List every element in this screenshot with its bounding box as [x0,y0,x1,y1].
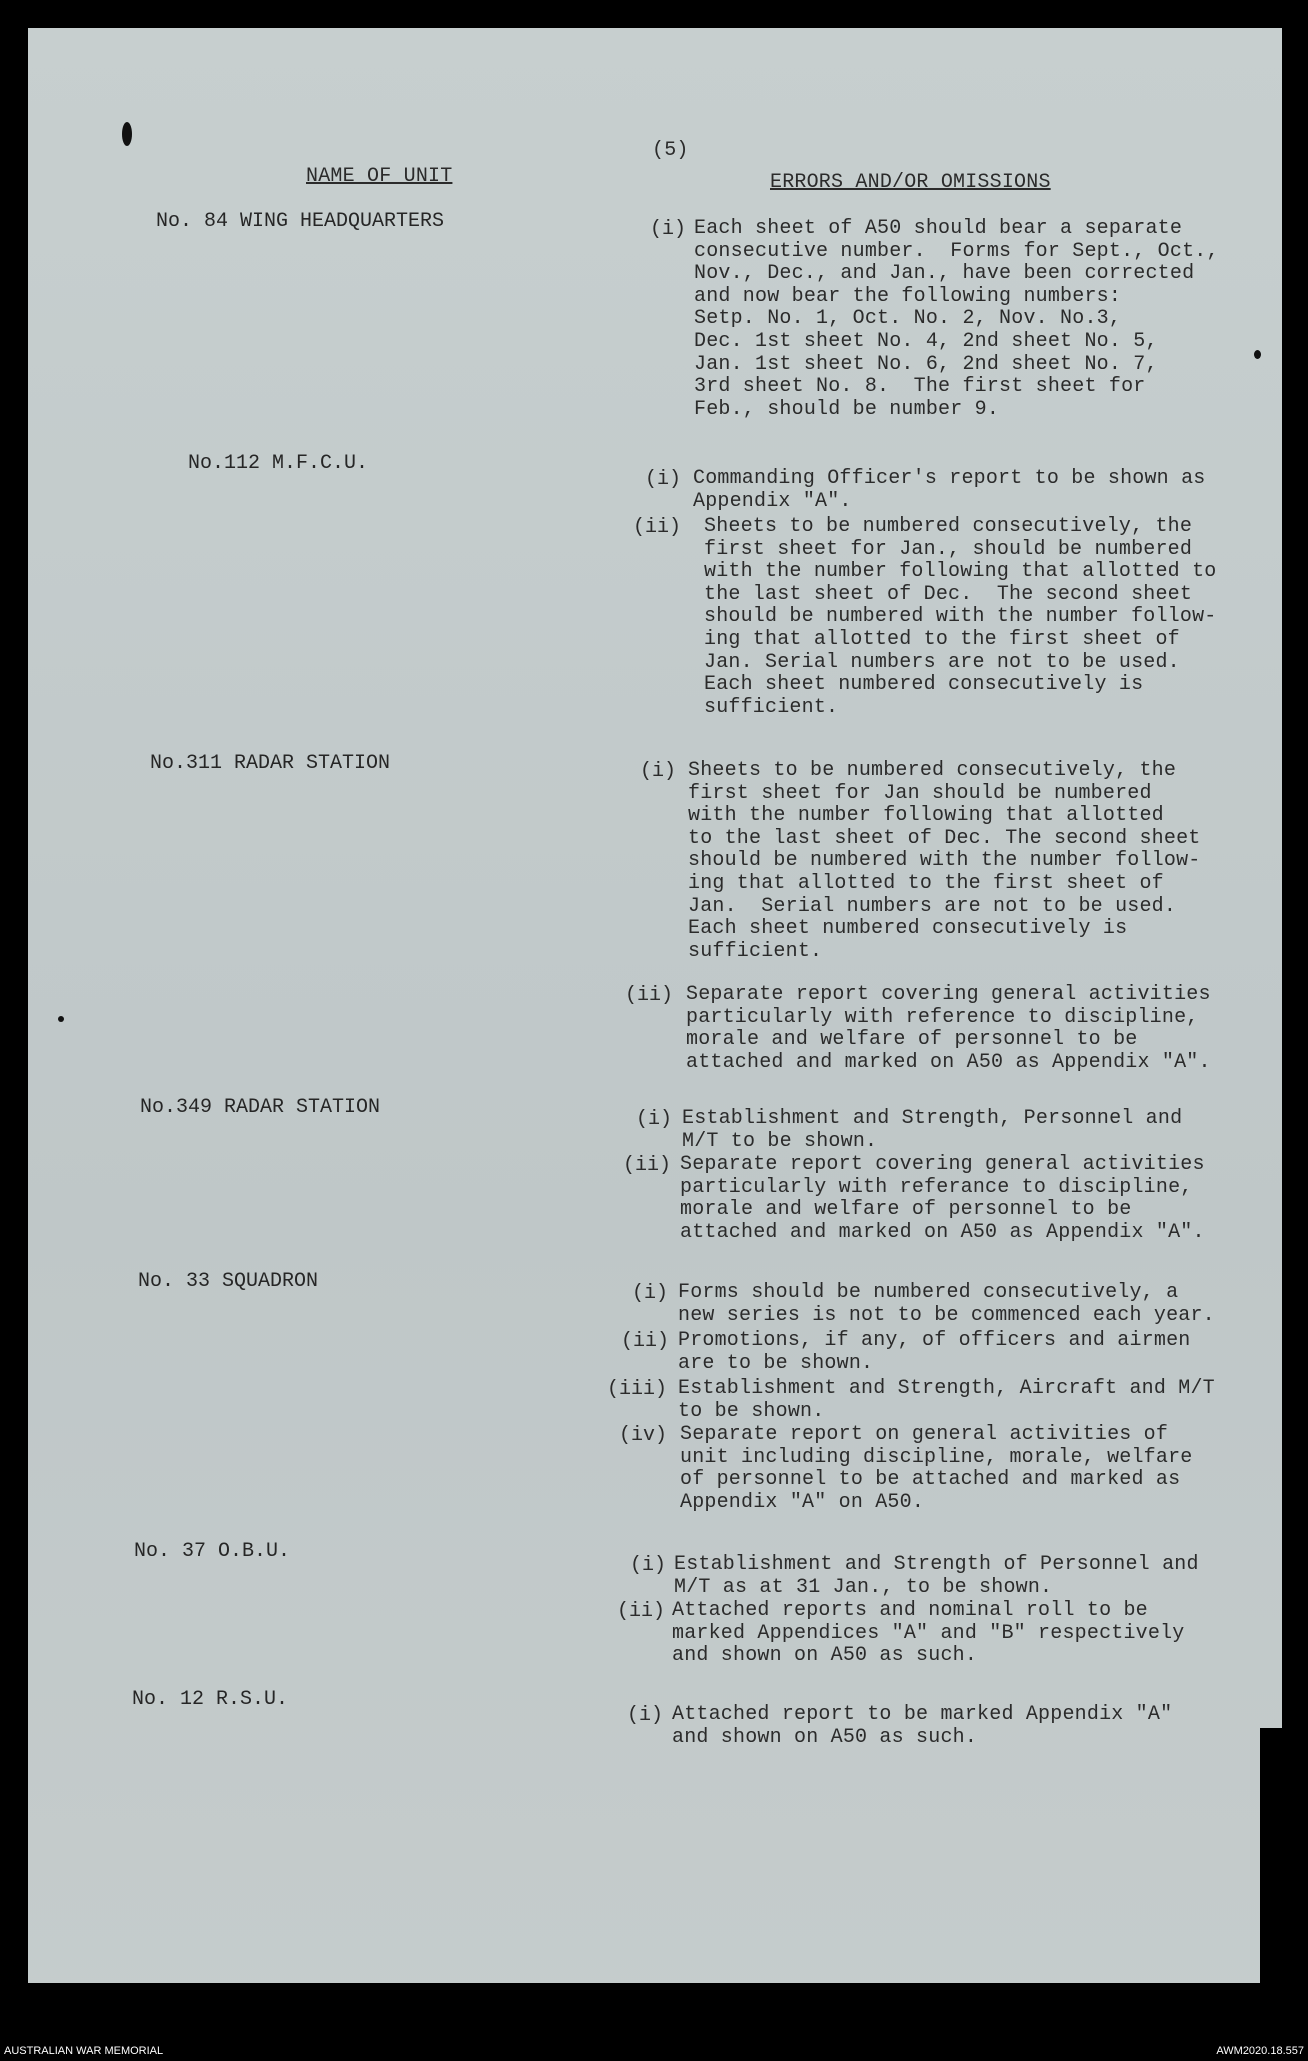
item-text-line: first sheet for Jan should be numbered [688,781,1152,805]
unit-name: No. 33 SQUADRON [138,1270,319,1293]
unit-name: No.112 M.F.C.U. [188,452,369,475]
header-errors-omissions: ERRORS AND/OR OMISSIONS [770,171,1051,194]
item-text-line: marked Appendices "A" and "B" respectively [672,1621,1185,1645]
ink-dot [1254,350,1261,359]
item-text-line: Separate report covering general activities [680,1153,1205,1176]
item-text-line: Feb., should be number 9. [694,397,1000,421]
item-number: (i) [650,218,687,241]
item-text-line: ing that allotted to the first sheet of [688,872,1164,895]
item-number: (i) [645,468,682,491]
item-text-line: with the number following that allotted [688,804,1164,828]
item-text-line: ing that allotted to the first sheet of [704,628,1180,651]
item-text-line: 3rd sheet No. 8. The first sheet for [694,375,1146,399]
item-number: (i) [640,760,677,783]
torn-edge-right [1260,1728,1282,1988]
item-text-line: first sheet for Jan., should be numbered [704,537,1193,561]
unit-name: No.349 RADAR STATION [140,1096,381,1119]
item-text-line: with the number following that allotted to [704,560,1217,584]
unit-name: No.311 RADAR STATION [150,752,391,775]
torn-edge-bottom [28,1983,1282,2020]
item-number: (ii) [623,1154,672,1177]
item-text-line: Appendix "A" on A50. [680,1490,925,1514]
item-text-line: Dec. 1st sheet No. 4, 2nd sheet No. 5, [694,330,1158,353]
unit-name: No. 84 WING HEADQUARTERS [156,210,445,233]
item-number: (i) [627,1704,664,1727]
item-text-line: Each sheet numbered consecutively is [704,673,1144,697]
unit-name: No. 37 O.B.U. [134,1540,291,1563]
unit-name: No. 12 R.S.U. [132,1688,289,1711]
item-number: (iv) [619,1424,668,1447]
item-text-line: Jan. 1st sheet No. 6, 2nd sheet No. 7, [694,352,1158,376]
item-text-line: Separate report on general activities of [680,1423,1169,1446]
item-text-line: Jan. Serial numbers are not to be used. [704,650,1180,674]
item-text-line: sufficient. [688,939,823,963]
item-text-line: of personnel to be attached and marked as [680,1468,1181,1492]
item-text-line: the last sheet of Dec. The second sheet [704,582,1193,606]
item-number: (ii) [621,1330,670,1353]
item-number: (i) [630,1554,667,1577]
item-text-line: particularly with reference to discipline, [686,1005,1199,1029]
item-text-line: should be numbered with the number follow- [704,605,1217,629]
item-text-line: unit including discipline, morale, welfare [680,1445,1193,1469]
item-text-line: Nov., Dec., and Jan., have been corrected [694,262,1195,286]
page-number: (5) [652,139,689,162]
item-text-line: morale and welfare of personnel to be [680,1198,1132,1222]
ink-blot [122,122,132,146]
item-text-line: M/T as at 31 Jan., to be shown. [674,1575,1053,1599]
item-text-line: Commanding Officer's report to be shown as [693,467,1206,490]
item-text-line: consecutive number. Forms for Sept., Oct., [694,239,1219,263]
item-text-line: Each sheet numbered consecutively is [688,917,1128,941]
footer-right: AWM2020.18.557 [1216,2045,1304,2057]
item-text-line: to the last sheet of Dec. The second sheet [688,826,1201,850]
item-text-line: Forms should be numbered consecutively, a [678,1281,1179,1304]
footer-left: AUSTRALIAN WAR MEMORIAL [4,2045,164,2057]
item-text-line: and shown on A50 as such. [672,1644,978,1668]
item-text-line: Jan. Serial numbers are not to be used. [688,894,1177,918]
item-text-line: Promotions, if any, of officers and airmen [678,1329,1191,1352]
header-name-of-unit: NAME OF UNIT [306,165,453,188]
item-text-line: attached and marked on A50 as Appendix "A". [680,1220,1205,1244]
item-number: (i) [632,1282,669,1305]
item-number: (i) [636,1108,673,1131]
item-text-line: Each sheet of A50 should bear a separate [694,217,1183,240]
item-text-line: and now bear the following numbers: [694,284,1122,308]
item-text-line: to be shown. [678,1399,825,1423]
item-text-line: Establishment and Strength of Personnel and [674,1553,1199,1576]
item-number: (ii) [625,984,674,1007]
ink-dot [58,1016,64,1022]
item-number: (iii) [607,1378,668,1401]
item-text-line: attached and marked on A50 as Appendix "A". [686,1050,1211,1074]
item-text-line: new series is not to be commenced each year. [678,1303,1215,1327]
item-text-line: and shown on A50 as such. [672,1725,978,1749]
item-text-line: Sheets to be numbered consecutively, the [704,515,1193,538]
item-text-line: particularly with referance to discipline, [680,1175,1193,1199]
item-text-line: morale and welfare of personnel to be [686,1028,1138,1052]
item-text-line: are to be shown. [678,1351,874,1375]
item-text-line: Appendix "A". [693,489,852,513]
item-text-line: Sheets to be numbered consecutively, the [688,759,1177,782]
item-number: (ii) [617,1600,666,1623]
item-text-line: Establishment and Strength, Aircraft and M/T [678,1377,1215,1400]
item-text-line: Establishment and Strength, Personnel and [682,1107,1183,1130]
item-text-line: M/T to be shown. [682,1129,878,1153]
item-number: (ii) [633,516,682,539]
item-text-line: sufficient. [704,695,839,719]
item-text-line: Attached report to be marked Appendix "A" [672,1703,1173,1726]
item-text-line: Setp. No. 1, Oct. No. 2, Nov. No.3, [694,307,1122,331]
item-text-line: should be numbered with the number follow- [688,849,1201,873]
item-text-line: Separate report covering general activities [686,983,1211,1006]
item-text-line: Attached reports and nominal roll to be [672,1599,1148,1622]
